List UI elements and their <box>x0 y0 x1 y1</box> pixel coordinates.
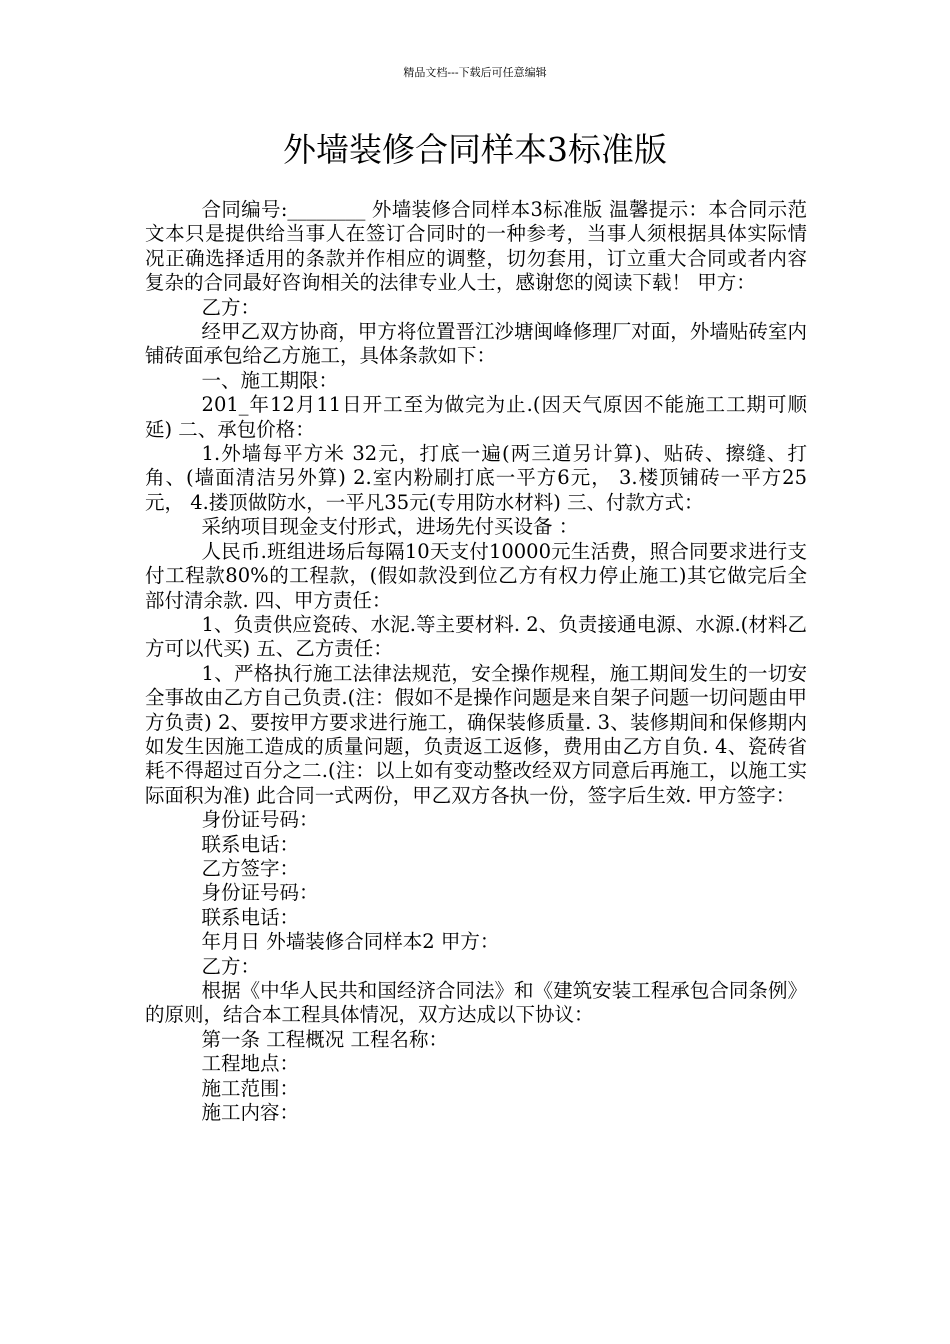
paragraph-party-b-duties: 1、严格执行施工法律法规范，安全操作规程，施工期间发生的一切安全事故由乙方自己负责.(注：假如不是操作问题是来自架子问题一切问题由甲方负责) 2、要按甲方要求进行施工，确保装修质量. 3、装修期间和保修期内如发生因施工造成的质量问题，负责返工返修，费用由乙方自负. 4、瓷砖省耗不得超过百分之二.(注：以上如有变动整改经双方同意后再施工，以施工实际面积为准) 此合同一式两份，甲乙双方各执一份，签字后生效. 甲方签字： <box>145 661 807 807</box>
paragraph-project-location: 工程地点： <box>201 1052 300 1076</box>
paragraph-date-sample-2: 年月日 外墙装修合同样本2 甲方： <box>201 930 500 954</box>
document-body <box>145 198 807 1125</box>
paragraph-party-b-signature: 乙方签字： <box>201 856 300 880</box>
paragraph-payment-terms: 人民币.班组进场后每隔10天支付10000元生活费，照合同要求进行支付工程款80%的工程款，(假如款没到位乙方有权力停止施工)其它做完后全部付清余款. 四、甲方责任： <box>145 539 807 612</box>
paragraph-construction-content: 施工内容： <box>201 1101 300 1125</box>
paragraph-id-number-a: 身份证号码： <box>201 808 319 832</box>
paragraph-phone-a: 联系电话： <box>201 832 300 856</box>
paragraph-party-b-2: 乙方： <box>201 954 261 978</box>
paragraph-payment-method: 采纳项目现金支付形式，进场先付买设备 ： <box>201 515 579 539</box>
paragraph-construction-period: 201_年12月11日开工至为做完为止.(因天气原因不能施工工期可顺延) 二、承包价格： <box>145 393 807 441</box>
paragraph-party-b: 乙方： <box>201 295 261 319</box>
paragraph-pricing: 1.外墙每平方米 32元，打底一遍(两三道另计算)、贴砖、擦缝、打角、(墙面清洁另外算) 2.室内粉刷打底一平方6元， 3.楼顶铺砖一平方25元， 4.搂顶做防水，一平凡35元(专用防水材料) 三、付款方式： <box>145 442 807 514</box>
paragraph-party-a-duties: 1、负责供应瓷砖、水泥.等主要材料. 2、负责接通电源、水源.(材料乙方可以代买) 五、乙方责任： <box>145 612 807 661</box>
paragraph-id-number-b: 身份证号码： <box>201 881 319 905</box>
paragraph-section-1-heading: 一、施工期限： <box>201 368 339 392</box>
paragraph-agreement: 经甲乙双方协商，甲方将位置晋江沙塘闽峰修理厂对面，外墙贴砖室内铺砖面承包给乙方施工，具体条款如下： <box>145 320 807 368</box>
paragraph-construction-scope: 施工范围： <box>201 1076 300 1100</box>
paragraph-phone-b: 联系电话： <box>201 905 300 929</box>
paragraph-contract-intro: 合同编号:________ 外墙装修合同样本3标准版 温馨提示：本合同示范文本只是提供给当事人在签订合同时的一种参考，当事人须根据具体实际情况正确选择适用的条款并作相应的调整，切勿套用，订立重大合同或者内容复杂的合同最好咨询相关的法律专业人士，感谢您的阅读下载！ 甲方： <box>145 198 807 295</box>
document-title: 外墙装修合同样本3标准版 <box>283 130 667 169</box>
page-header-note: 精品文档---下载后可任意编辑 <box>403 66 547 79</box>
paragraph-article-1: 第一条 工程概况 工程名称： <box>201 1027 448 1051</box>
paragraph-legal-basis: 根据《中华人民共和国经济合同法》和《建筑安装工程承包合同条例》的原则，结合本工程具体情况，双方达成以下协议： <box>145 979 807 1027</box>
